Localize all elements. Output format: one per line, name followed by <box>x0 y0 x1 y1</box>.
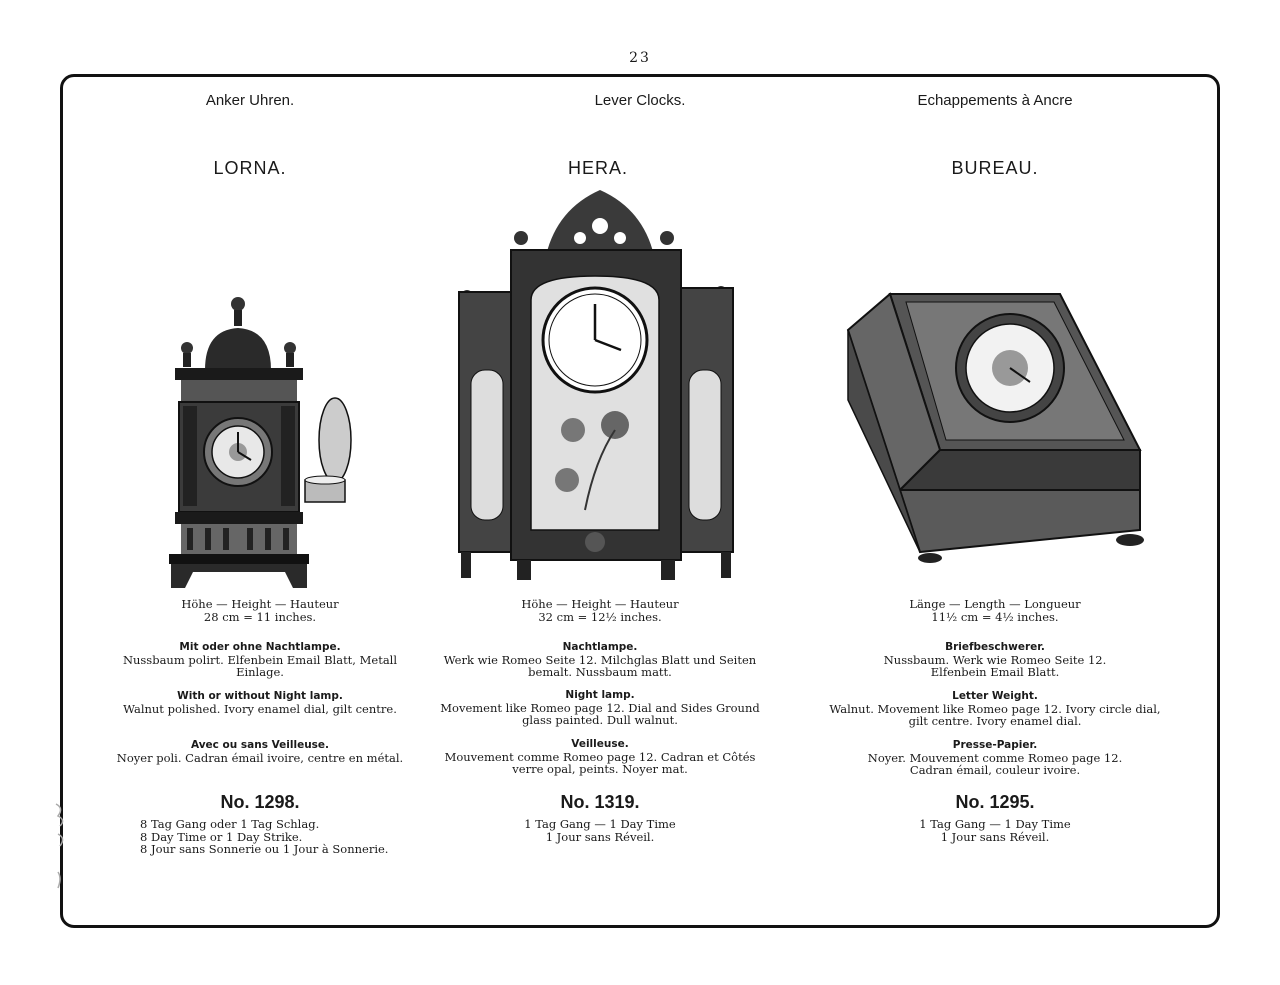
dims-label: Höhe — Height — Hauteur <box>181 597 339 611</box>
bureau-german-description <box>805 641 1185 679</box>
hera-movement-options <box>410 818 790 843</box>
german-title: Briefbeschwerer. <box>945 641 1045 653</box>
dims-value: 28 cm = 11 inches. <box>203 610 317 624</box>
lorna-french-description <box>70 739 450 764</box>
german-text: Werk wie Romeo Seite 12. Milchglas Blatt und Seiten bemalt. Nussbaum matt. <box>443 652 757 679</box>
english-title: With or without Night lamp. <box>177 690 343 702</box>
german-title: Nachtlampe. <box>562 641 638 653</box>
movement-line: 1 Tag Gang — 1 Day Time <box>524 817 676 831</box>
dims-label: Höhe — Height — Hauteur <box>521 597 679 611</box>
hera-german-description <box>410 641 790 679</box>
hera-dimensions <box>410 598 790 624</box>
dims-label: Länge — Length — Longueur <box>909 597 1081 611</box>
lorna-catalog-number: No. 1298. <box>220 792 300 812</box>
lorna-english-description <box>70 690 450 715</box>
model-name-lorna: LORNA. <box>213 158 287 178</box>
english-text: Movement like Romeo page 12. Dial and Sides Ground glass painted. Dull walnut. <box>440 700 760 727</box>
german-title: Mit oder ohne Nachtlampe. <box>179 641 341 653</box>
french-title: Presse-Papier. <box>952 739 1038 751</box>
hera-french-description <box>410 738 790 776</box>
french-title: Veilleuse. <box>571 738 629 750</box>
movement-line: 1 Jour sans Réveil. <box>545 829 655 844</box>
movement-line: 8 Day Time or 1 Day Strike. <box>140 829 303 844</box>
english-title: Night lamp. <box>565 689 635 701</box>
dims-value: 11½ cm = 4½ inches. <box>931 610 1059 624</box>
movement-line: 8 Tag Gang oder 1 Tag Schlag. <box>140 817 320 831</box>
bureau-english-description <box>805 690 1185 728</box>
header-french: Echappements à Ancre <box>917 92 1073 109</box>
hera-clock-illustration <box>455 180 745 590</box>
page-number: 23 <box>629 50 651 66</box>
model-name-bureau: BUREAU. <box>951 158 1039 178</box>
bureau-clock-illustration <box>840 290 1160 570</box>
hera-english-description <box>410 689 790 727</box>
model-name-hera: HERA. <box>567 158 628 178</box>
lorna-clock-illustration <box>165 290 365 590</box>
german-text: Nussbaum. Werk wie Romeo Seite 12. Elfenbein Email Blatt. <box>883 652 1107 679</box>
bureau-movement-options <box>805 818 1185 843</box>
header-english: Lever Clocks. <box>594 92 686 109</box>
dims-value: 32 cm = 12½ inches. <box>538 610 662 624</box>
english-text: Walnut polished. Ivory enamel dial, gilt centre. <box>123 701 397 716</box>
french-title: Avec ou sans Veilleuse. <box>190 739 330 751</box>
bureau-french-description <box>805 739 1185 777</box>
english-title: Letter Weight. <box>952 690 1038 702</box>
header-german: Anker Uhren. <box>205 92 295 109</box>
english-text: Walnut. Movement like Romeo page 12. Ivory circle dial, gilt centre. Ivory enamel dial. <box>829 701 1161 728</box>
french-text: Mouvement comme Romeo page 12. Cadran et Côtés verre opal, peints. Noyer mat. <box>444 749 756 776</box>
german-text: Nussbaum polirt. Elfenbein Email Blatt, Metall Einlage. <box>122 652 398 679</box>
french-text: Noyer poli. Cadran émail ivoire, centre en métal. <box>116 750 404 765</box>
bureau-dimensions <box>805 598 1185 624</box>
lorna-dimensions <box>70 598 450 624</box>
movement-line: 1 Jour sans Réveil. <box>940 829 1050 844</box>
lorna-german-description <box>70 641 450 679</box>
hera-catalog-number: No. 1319. <box>560 792 640 812</box>
french-text: Noyer. Mouvement comme Romeo page 12. Cadran émail, couleur ivoire. <box>867 750 1123 777</box>
bureau-catalog-number: No. 1295. <box>955 792 1035 812</box>
movement-line: 8 Jour sans Sonnerie ou 1 Jour à Sonnerie. <box>140 842 389 856</box>
movement-line: 1 Tag Gang — 1 Day Time <box>919 817 1071 831</box>
margin-pencil-marks <box>52 800 72 900</box>
lorna-movement-options <box>140 818 440 856</box>
